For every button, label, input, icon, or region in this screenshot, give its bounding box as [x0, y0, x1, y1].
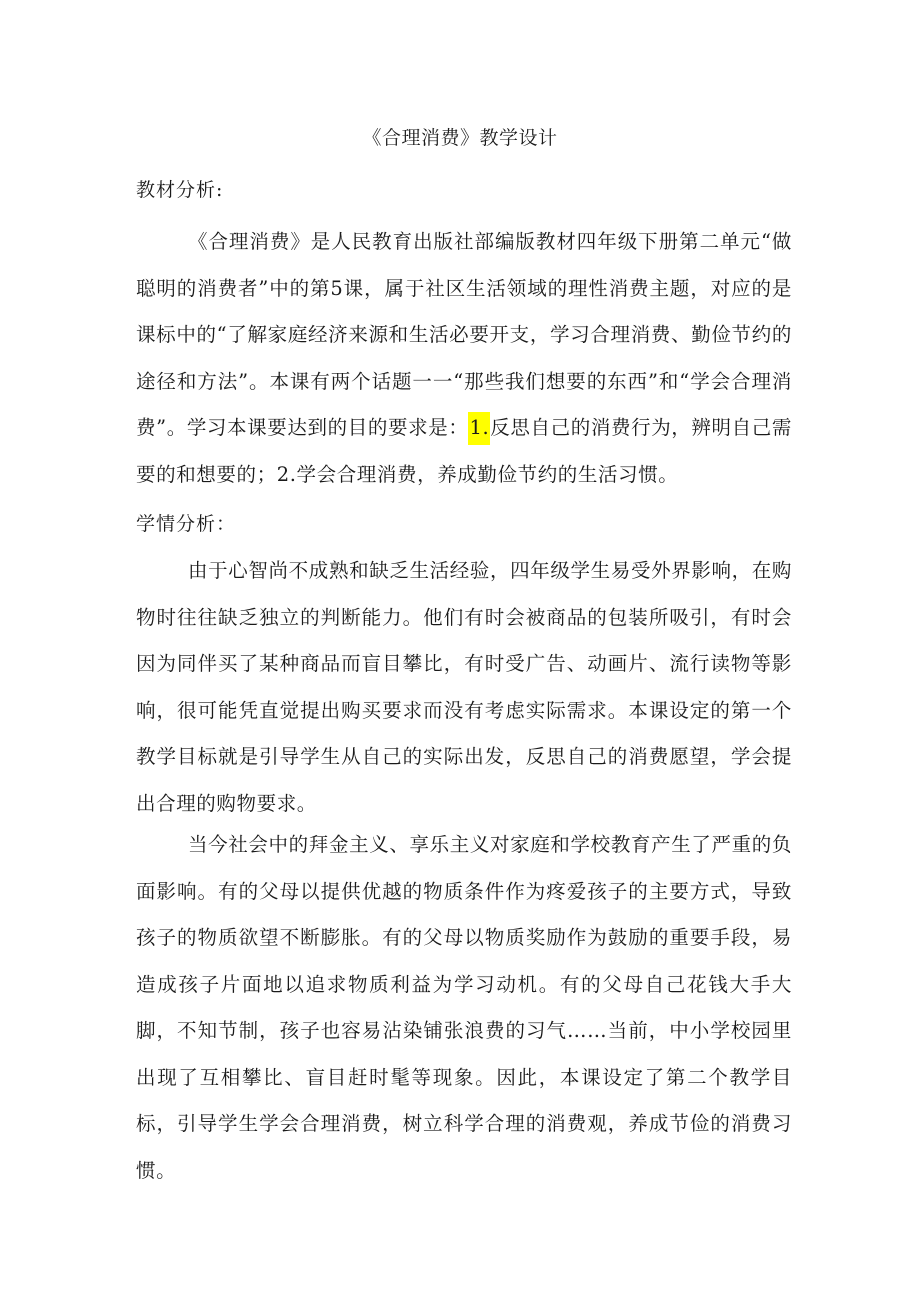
document-title: 《合理消费》教学设计 — [362, 127, 558, 149]
paragraph-textbook-analysis — [136, 219, 792, 498]
paragraph-student-analysis-1: 由于心智尚不成熟和缺乏生活经验，四年级学生易受外界影响，在购物时往往缺乏独立的判断能力。他们有时会被商品的包装所吸引，有时会因为同伴买了某种商品而盲目攀比，有时受广告、动画片、流行读物等影响，很可能凭直觉提出购买要求而没有考虑实际需求。本课设定的第一个教学目标就是引导学生从自己的实际出发，反思自己的消费愿望，学会提出合理的购物要求。 — [136, 559, 792, 815]
paragraph-text-after-highlight: 反思自己的消费行为，辨明自己需要的和想要的；2.学会合理消费，养成勤俭节约的生活习惯。 — [136, 416, 792, 486]
section-heading-textbook-analysis: 教材分析: — [136, 179, 224, 201]
paragraph-student-analysis-2: 当今社会中的拜金主义、享乐主义对家庭和学校教育产生了严重的负面影响。有的父母以提供优越的物质条件作为疼爱孩子的主要方式，导致孩子的物质欲望不断膨胀。有的父母以物质奖励作为鼓励的重要手段，易造成孩子片面地以追求物质利益为学习动机。有的父母自己花钱大手大脚，不知节制，孩子也容易沾染铺张浪费的习气……当前，中小学校园里出现了互相攀比、盲目赶时髦等现象。因此，本课设定了第二个教学目标，引导学生学会合理消费，树立科学合理的消费观，养成节俭的消费习惯。 — [136, 833, 792, 1182]
section-heading-student-analysis: 学情分析： — [136, 513, 237, 535]
paragraph-text-before-highlight: 《合理消费》是人民教育出版社部编版教材四年级下册第二单元“做聪明的消费者”中的第5课，属于社区生活领域的理性消费主题，对应的是课标中的“了解家庭经济来源和生活必要开支，学习合理消费、勤俭节约的途径和方法”。本课有两个话题一一“那些我们想要的东西”和“学会合理消费”。学习本课要达到的目的要求是： — [136, 230, 792, 439]
highlighted-text: 1. — [468, 412, 490, 445]
